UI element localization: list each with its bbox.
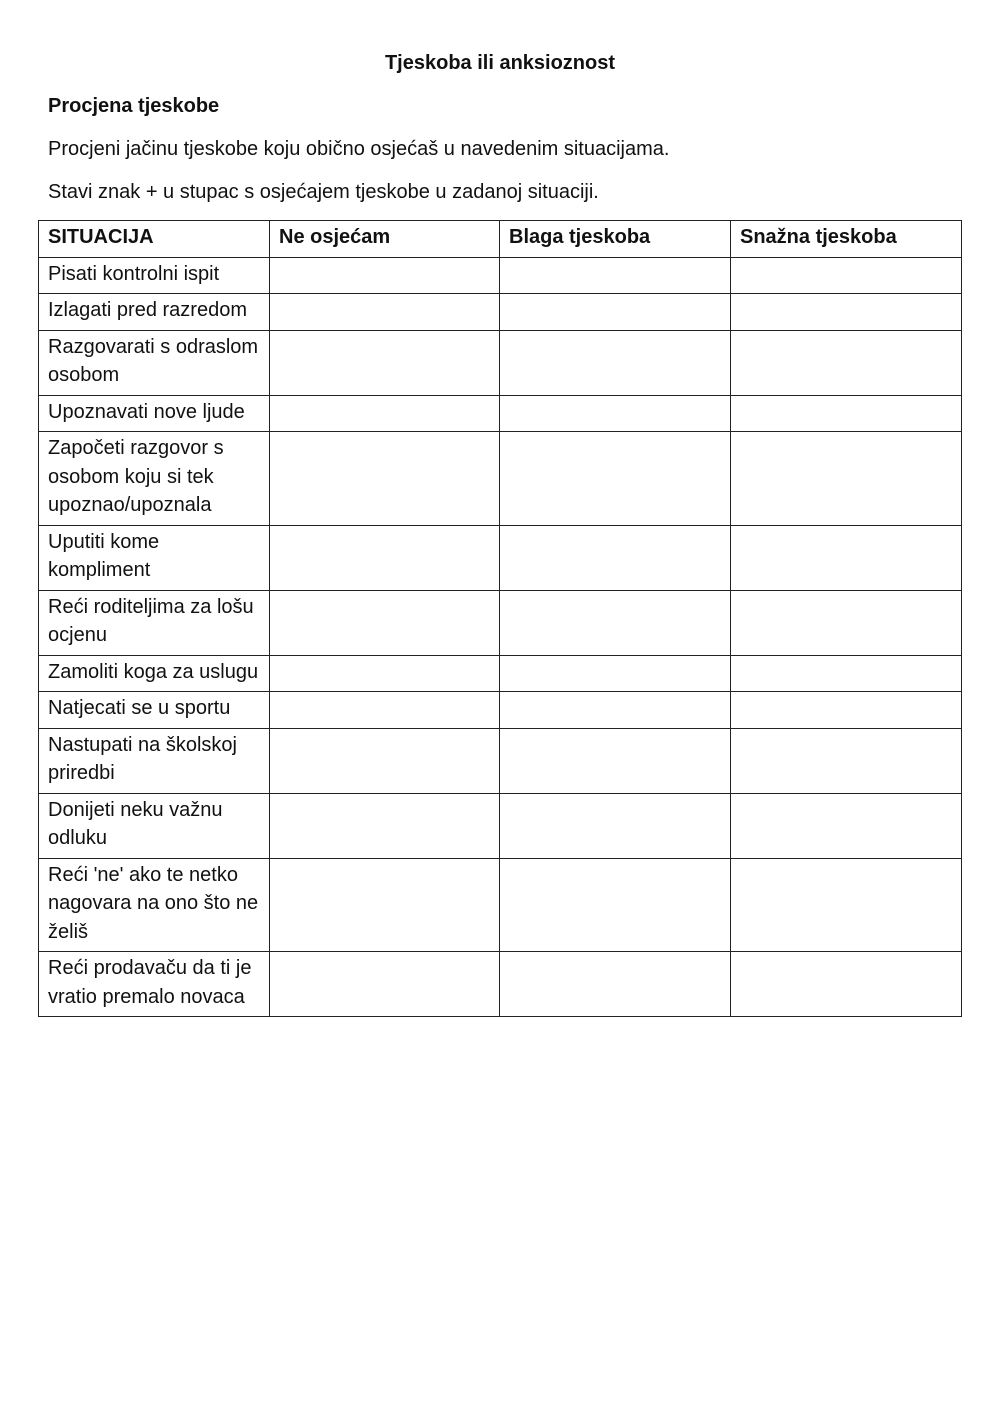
table-row: [39, 952, 962, 1017]
section-heading: Procjena tjeskobe: [48, 95, 220, 117]
mild-anxiety-cell[interactable]: [500, 395, 731, 432]
strong-anxiety-cell[interactable]: [731, 858, 962, 952]
table-row: [39, 432, 962, 526]
strong-anxiety-cell[interactable]: [731, 294, 962, 331]
mild-anxiety-cell[interactable]: [500, 655, 731, 692]
no-anxiety-cell[interactable]: [270, 590, 500, 655]
situation-cell: Uputiti kome kompliment: [39, 525, 270, 590]
situation-cell: Reći 'ne' ako te netko nagovara na ono što ne želiš: [39, 858, 270, 952]
table-row: [39, 590, 962, 655]
table-row: [39, 692, 962, 729]
mild-anxiety-cell[interactable]: [500, 858, 731, 952]
no-anxiety-cell[interactable]: [270, 525, 500, 590]
strong-anxiety-cell[interactable]: [731, 728, 962, 793]
table-row: [39, 858, 962, 952]
no-anxiety-cell[interactable]: [270, 330, 500, 395]
mild-anxiety-cell[interactable]: [500, 590, 731, 655]
situation-cell: Reći roditeljima za lošu ocjenu: [39, 590, 270, 655]
mild-anxiety-cell[interactable]: [500, 728, 731, 793]
situation-cell: Nastupati na školskoj priredbi: [39, 728, 270, 793]
situation-cell: Zamoliti koga za uslugu: [39, 655, 270, 692]
mild-anxiety-cell[interactable]: [500, 432, 731, 526]
situation-cell: Pisati kontrolni ispit: [39, 257, 270, 294]
strong-anxiety-cell[interactable]: [731, 590, 962, 655]
situation-cell: Započeti razgovor s osobom koju si tek upoznao/upoznala: [39, 432, 270, 526]
table-row: [39, 257, 962, 294]
table-row: [39, 330, 962, 395]
header-mild-anxiety: Blaga tjeskoba: [500, 221, 731, 258]
situation-cell: Razgovarati s odraslom osobom: [39, 330, 270, 395]
instruction-text-1: Procjeni jačinu tjeskobe koju obično osjećaš u navedenim situacijama.: [48, 138, 670, 160]
table-row: [39, 525, 962, 590]
table-row: [39, 655, 962, 692]
header-situation: SITUACIJA: [39, 221, 270, 258]
situation-cell: Izlagati pred razredom: [39, 294, 270, 331]
no-anxiety-cell[interactable]: [270, 692, 500, 729]
no-anxiety-cell[interactable]: [270, 793, 500, 858]
mild-anxiety-cell[interactable]: [500, 525, 731, 590]
strong-anxiety-cell[interactable]: [731, 692, 962, 729]
no-anxiety-cell[interactable]: [270, 728, 500, 793]
mild-anxiety-cell[interactable]: [500, 257, 731, 294]
assessment-table: [38, 220, 962, 1017]
strong-anxiety-cell[interactable]: [731, 330, 962, 395]
page-title: Tjeskoba ili anksioznost: [384, 52, 616, 74]
mild-anxiety-cell[interactable]: [500, 692, 731, 729]
strong-anxiety-cell[interactable]: [731, 257, 962, 294]
table-row: [39, 294, 962, 331]
instruction-text-2: Stavi znak + u stupac s osjećajem tjeskobe u zadanoj situaciji.: [48, 181, 599, 203]
no-anxiety-cell[interactable]: [270, 257, 500, 294]
strong-anxiety-cell[interactable]: [731, 793, 962, 858]
table-row: [39, 728, 962, 793]
no-anxiety-cell[interactable]: [270, 432, 500, 526]
strong-anxiety-cell[interactable]: [731, 655, 962, 692]
no-anxiety-cell[interactable]: [270, 294, 500, 331]
header-no-anxiety: Ne osjećam: [270, 221, 500, 258]
mild-anxiety-cell[interactable]: [500, 793, 731, 858]
no-anxiety-cell[interactable]: [270, 655, 500, 692]
no-anxiety-cell[interactable]: [270, 395, 500, 432]
situation-cell: Upoznavati nove ljude: [39, 395, 270, 432]
table-header-row: [39, 221, 962, 258]
mild-anxiety-cell[interactable]: [500, 294, 731, 331]
strong-anxiety-cell[interactable]: [731, 525, 962, 590]
strong-anxiety-cell[interactable]: [731, 952, 962, 1017]
situation-cell: Natjecati se u sportu: [39, 692, 270, 729]
situation-cell: Reći prodavaču da ti je vratio premalo novaca: [39, 952, 270, 1017]
mild-anxiety-cell[interactable]: [500, 330, 731, 395]
no-anxiety-cell[interactable]: [270, 952, 500, 1017]
mild-anxiety-cell[interactable]: [500, 952, 731, 1017]
no-anxiety-cell[interactable]: [270, 858, 500, 952]
table-row: [39, 395, 962, 432]
situation-cell: Donijeti neku važnu odluku: [39, 793, 270, 858]
table-row: [39, 793, 962, 858]
strong-anxiety-cell[interactable]: [731, 395, 962, 432]
header-strong-anxiety: Snažna tjeskoba: [731, 221, 962, 258]
strong-anxiety-cell[interactable]: [731, 432, 962, 526]
